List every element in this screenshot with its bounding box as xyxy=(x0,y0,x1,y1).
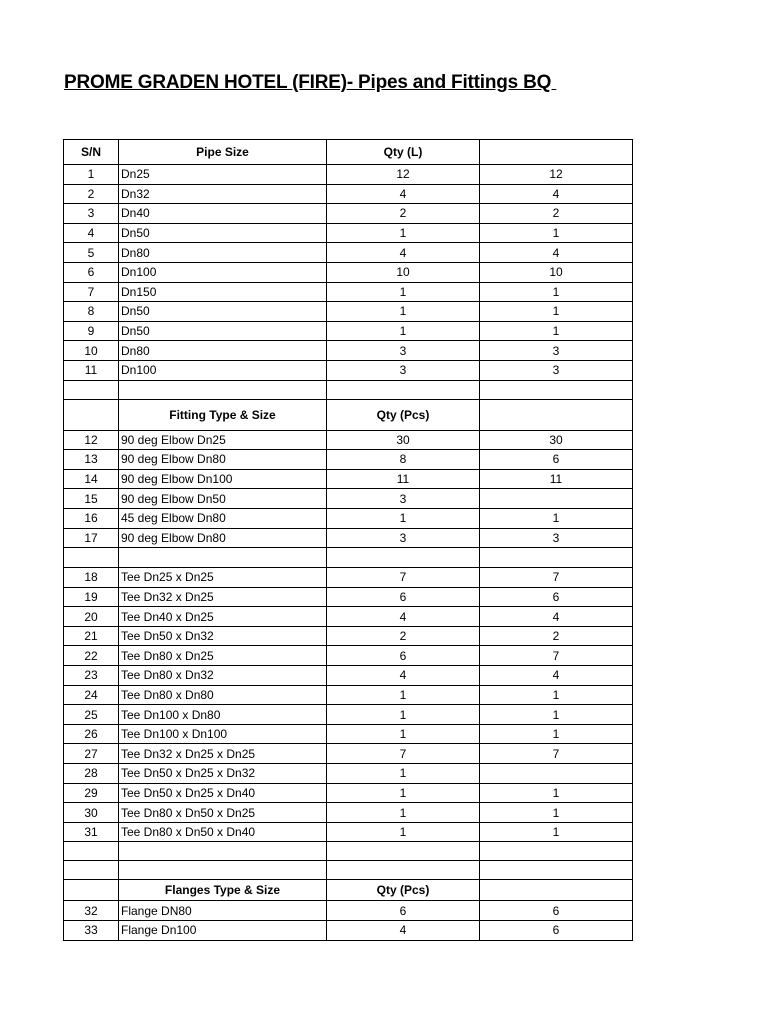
qty-cell[interactable]: 1 xyxy=(327,302,480,322)
description-cell[interactable]: Tee Dn32 x Dn25 xyxy=(119,587,327,607)
qty2-cell[interactable]: 4 xyxy=(480,607,633,627)
qty2-cell[interactable]: 6 xyxy=(480,901,633,921)
table-row xyxy=(64,489,633,509)
qty-cell[interactable]: 7 xyxy=(327,744,480,764)
description-cell[interactable]: Dn40 xyxy=(119,204,327,224)
blank-row xyxy=(64,548,633,568)
empty-cell[interactable] xyxy=(119,380,327,399)
table-row xyxy=(64,528,633,548)
qty2-cell[interactable]: 1 xyxy=(480,822,633,842)
qty2-cell[interactable]: 3 xyxy=(480,360,633,380)
sn-cell[interactable]: 1 xyxy=(64,165,119,185)
empty-cell[interactable] xyxy=(327,842,480,861)
table-row xyxy=(64,223,633,243)
empty-cell[interactable] xyxy=(327,548,480,568)
page-title: PROME GRADEN HOTEL (FIRE)- Pipes and Fittings BQ xyxy=(64,72,557,93)
table-row xyxy=(64,587,633,607)
description-cell[interactable]: Tee Dn25 x Dn25 xyxy=(119,568,327,588)
empty-cell[interactable] xyxy=(480,861,633,880)
description-cell[interactable]: Tee Dn80 x Dn50 x Dn25 xyxy=(119,803,327,823)
description-cell[interactable]: Dn25 xyxy=(119,165,327,185)
empty-cell[interactable] xyxy=(119,842,327,861)
sn-cell[interactable]: 25 xyxy=(64,705,119,725)
qty-cell[interactable]: 2 xyxy=(327,626,480,646)
table-row xyxy=(64,705,633,725)
qty-cell[interactable]: 12 xyxy=(327,165,480,185)
table-row xyxy=(64,450,633,470)
sn-cell[interactable]: 27 xyxy=(64,744,119,764)
qty-cell[interactable]: 3 xyxy=(327,360,480,380)
description-cell[interactable]: Dn32 xyxy=(119,184,327,204)
qty-cell[interactable]: 4 xyxy=(327,921,480,941)
empty-cell[interactable] xyxy=(480,380,633,399)
description-cell[interactable]: 90 deg Elbow Dn80 xyxy=(119,528,327,548)
empty-cell[interactable] xyxy=(64,399,119,430)
qty-pcs-header[interactable]: Qty (Pcs) xyxy=(327,399,480,430)
sn-cell[interactable]: 23 xyxy=(64,666,119,686)
table-row xyxy=(64,204,633,224)
qty-cell[interactable]: 6 xyxy=(327,901,480,921)
sn-cell[interactable]: 19 xyxy=(64,587,119,607)
description-cell[interactable]: Tee Dn50 x Dn25 x Dn32 xyxy=(119,764,327,784)
qty2-cell[interactable]: 6 xyxy=(480,587,633,607)
sn-cell[interactable]: 13 xyxy=(64,450,119,470)
description-cell[interactable]: 90 deg Elbow Dn100 xyxy=(119,469,327,489)
table-row xyxy=(64,744,633,764)
qty-cell[interactable]: 1 xyxy=(327,724,480,744)
qty2-cell[interactable]: 1 xyxy=(480,282,633,302)
table-row xyxy=(64,184,633,204)
description-cell[interactable]: Dn100 xyxy=(119,360,327,380)
empty-cell[interactable] xyxy=(64,842,119,861)
description-cell[interactable]: Dn50 xyxy=(119,321,327,341)
qty-cell[interactable]: 8 xyxy=(327,450,480,470)
table-row xyxy=(64,430,633,450)
blank-row xyxy=(64,380,633,399)
qty-l-header[interactable]: Qty (L) xyxy=(327,140,480,165)
qty2-cell[interactable]: 4 xyxy=(480,184,633,204)
description-cell[interactable]: Dn80 xyxy=(119,341,327,361)
table-row xyxy=(64,783,633,803)
sn-cell[interactable]: 30 xyxy=(64,803,119,823)
sn-cell[interactable]: 8 xyxy=(64,302,119,322)
qty-cell[interactable]: 4 xyxy=(327,607,480,627)
qty2-cell[interactable] xyxy=(480,489,633,509)
qty2-cell[interactable]: 1 xyxy=(480,724,633,744)
sn-cell[interactable]: 15 xyxy=(64,489,119,509)
sn-cell[interactable]: 22 xyxy=(64,646,119,666)
table-row xyxy=(64,646,633,666)
qty-cell[interactable]: 6 xyxy=(327,646,480,666)
pipe-header-row xyxy=(64,140,633,165)
sn-cell[interactable]: 29 xyxy=(64,783,119,803)
table-row xyxy=(64,360,633,380)
qty2-cell[interactable]: 3 xyxy=(480,528,633,548)
qty2-cell[interactable]: 1 xyxy=(480,321,633,341)
qty2-cell[interactable]: 7 xyxy=(480,744,633,764)
qty2-cell[interactable]: 6 xyxy=(480,450,633,470)
description-cell[interactable]: Dn100 xyxy=(119,262,327,282)
extra-header[interactable] xyxy=(480,140,633,165)
description-cell[interactable]: Tee Dn32 x Dn25 x Dn25 xyxy=(119,744,327,764)
qty2-cell[interactable] xyxy=(480,764,633,784)
table-row xyxy=(64,302,633,322)
description-cell[interactable]: Flange Dn100 xyxy=(119,921,327,941)
sn-cell[interactable]: 32 xyxy=(64,901,119,921)
table-row xyxy=(64,803,633,823)
qty-cell[interactable]: 2 xyxy=(327,204,480,224)
description-cell[interactable]: Tee Dn80 x Dn25 xyxy=(119,646,327,666)
qty-cell[interactable]: 4 xyxy=(327,243,480,263)
description-cell[interactable]: Tee Dn50 x Dn32 xyxy=(119,626,327,646)
sn-cell[interactable]: 28 xyxy=(64,764,119,784)
description-cell[interactable]: Dn50 xyxy=(119,223,327,243)
table-row xyxy=(64,626,633,646)
sn-cell[interactable]: 5 xyxy=(64,243,119,263)
qty2-cell[interactable]: 2 xyxy=(480,204,633,224)
qty-cell[interactable]: 1 xyxy=(327,705,480,725)
fittings-header-row xyxy=(64,399,633,430)
sn-cell[interactable]: 9 xyxy=(64,321,119,341)
qty2-cell[interactable]: 12 xyxy=(480,165,633,185)
qty-cell[interactable]: 1 xyxy=(327,321,480,341)
qty2-cell[interactable]: 6 xyxy=(480,921,633,941)
sn-cell[interactable]: 17 xyxy=(64,528,119,548)
qty-cell[interactable]: 1 xyxy=(327,783,480,803)
table-row xyxy=(64,568,633,588)
qty-cell[interactable]: 1 xyxy=(327,822,480,842)
table-row xyxy=(64,469,633,489)
table-row xyxy=(64,685,633,705)
qty2-cell[interactable]: 7 xyxy=(480,646,633,666)
qty2-cell[interactable]: 4 xyxy=(480,243,633,263)
sn-cell[interactable]: 33 xyxy=(64,921,119,941)
qty2-cell[interactable]: 4 xyxy=(480,666,633,686)
description-cell[interactable]: Dn150 xyxy=(119,282,327,302)
table-row xyxy=(64,341,633,361)
fitting-type-header[interactable]: Fitting Type & Size xyxy=(119,399,327,430)
qty2-cell[interactable]: 3 xyxy=(480,341,633,361)
sn-cell[interactable]: 11 xyxy=(64,360,119,380)
table-row xyxy=(64,165,633,185)
sn-cell[interactable]: 16 xyxy=(64,508,119,528)
empty-cell[interactable] xyxy=(64,880,119,901)
empty-cell[interactable] xyxy=(327,861,480,880)
description-cell[interactable]: 90 deg Elbow Dn50 xyxy=(119,489,327,509)
table-row xyxy=(64,901,633,921)
description-cell[interactable]: Tee Dn100 x Dn80 xyxy=(119,705,327,725)
qty2-cell[interactable]: 1 xyxy=(480,223,633,243)
qty2-cell[interactable]: 1 xyxy=(480,803,633,823)
description-cell[interactable]: Tee Dn40 x Dn25 xyxy=(119,607,327,627)
qty2-cell[interactable]: 30 xyxy=(480,430,633,450)
bq-table xyxy=(63,139,633,941)
empty-cell[interactable] xyxy=(480,842,633,861)
table-row xyxy=(64,262,633,282)
empty-cell[interactable] xyxy=(480,880,633,901)
description-cell[interactable]: Tee Dn80 x Dn50 x Dn40 xyxy=(119,822,327,842)
description-cell[interactable]: Tee Dn80 x Dn32 xyxy=(119,666,327,686)
qty-cell[interactable]: 1 xyxy=(327,282,480,302)
table-row xyxy=(64,508,633,528)
description-cell[interactable]: Dn50 xyxy=(119,302,327,322)
sn-cell[interactable]: 20 xyxy=(64,607,119,627)
qty2-cell[interactable]: 1 xyxy=(480,705,633,725)
qty2-cell[interactable]: 11 xyxy=(480,469,633,489)
empty-cell[interactable] xyxy=(327,380,480,399)
table-row xyxy=(64,724,633,744)
table-row xyxy=(64,321,633,341)
qty-cell[interactable]: 3 xyxy=(327,341,480,361)
sn-header[interactable]: S/N xyxy=(64,140,119,165)
flange-qty-pcs-header[interactable]: Qty (Pcs) xyxy=(327,880,480,901)
sn-cell[interactable]: 18 xyxy=(64,568,119,588)
table-row xyxy=(64,764,633,784)
qty-cell[interactable]: 3 xyxy=(327,528,480,548)
empty-cell[interactable] xyxy=(64,861,119,880)
qty-cell[interactable]: 30 xyxy=(327,430,480,450)
table-row xyxy=(64,282,633,302)
qty-cell[interactable]: 6 xyxy=(327,587,480,607)
table-row xyxy=(64,243,633,263)
empty-cell[interactable] xyxy=(480,399,633,430)
description-cell[interactable]: 90 deg Elbow Dn25 xyxy=(119,430,327,450)
empty-cell[interactable] xyxy=(119,861,327,880)
flanges-header-row xyxy=(64,880,633,901)
empty-cell[interactable] xyxy=(64,380,119,399)
sn-cell[interactable]: 14 xyxy=(64,469,119,489)
empty-cell[interactable] xyxy=(64,548,119,568)
description-cell[interactable]: Flange DN80 xyxy=(119,901,327,921)
flange-type-header[interactable]: Flanges Type & Size xyxy=(119,880,327,901)
qty2-cell[interactable]: 1 xyxy=(480,302,633,322)
qty2-cell[interactable]: 1 xyxy=(480,783,633,803)
qty-cell[interactable]: 11 xyxy=(327,469,480,489)
qty2-cell[interactable]: 1 xyxy=(480,508,633,528)
table-row xyxy=(64,822,633,842)
empty-cell[interactable] xyxy=(119,548,327,568)
qty2-cell[interactable]: 10 xyxy=(480,262,633,282)
description-cell[interactable]: Tee Dn100 x Dn100 xyxy=(119,724,327,744)
qty2-cell[interactable]: 7 xyxy=(480,568,633,588)
table-row xyxy=(64,666,633,686)
sn-cell[interactable]: 7 xyxy=(64,282,119,302)
qty-cell[interactable]: 4 xyxy=(327,666,480,686)
qty2-cell[interactable]: 2 xyxy=(480,626,633,646)
qty2-cell[interactable]: 1 xyxy=(480,685,633,705)
description-cell[interactable]: 45 deg Elbow Dn80 xyxy=(119,508,327,528)
qty-cell[interactable]: 10 xyxy=(327,262,480,282)
description-cell[interactable]: Tee Dn80 x Dn80 xyxy=(119,685,327,705)
sn-cell[interactable]: 2 xyxy=(64,184,119,204)
empty-cell[interactable] xyxy=(480,548,633,568)
sn-cell[interactable]: 24 xyxy=(64,685,119,705)
description-cell[interactable]: Dn80 xyxy=(119,243,327,263)
sn-cell[interactable]: 3 xyxy=(64,204,119,224)
qty-cell[interactable]: 1 xyxy=(327,803,480,823)
sn-cell[interactable]: 6 xyxy=(64,262,119,282)
table-row xyxy=(64,607,633,627)
qty-cell[interactable]: 1 xyxy=(327,508,480,528)
qty-cell[interactable]: 3 xyxy=(327,489,480,509)
pipe-size-header[interactable]: Pipe Size xyxy=(119,140,327,165)
qty-cell[interactable]: 7 xyxy=(327,568,480,588)
qty-cell[interactable]: 1 xyxy=(327,223,480,243)
qty-cell[interactable]: 4 xyxy=(327,184,480,204)
description-cell[interactable]: Tee Dn50 x Dn25 x Dn40 xyxy=(119,783,327,803)
qty-cell[interactable]: 1 xyxy=(327,764,480,784)
table-row xyxy=(64,921,633,941)
sn-cell[interactable]: 10 xyxy=(64,341,119,361)
blank-row xyxy=(64,842,633,861)
sn-cell[interactable]: 4 xyxy=(64,223,119,243)
qty-cell[interactable]: 1 xyxy=(327,685,480,705)
description-cell[interactable]: 90 deg Elbow Dn80 xyxy=(119,450,327,470)
blank-row xyxy=(64,861,633,880)
sn-cell[interactable]: 26 xyxy=(64,724,119,744)
sn-cell[interactable]: 31 xyxy=(64,822,119,842)
sn-cell[interactable]: 21 xyxy=(64,626,119,646)
sn-cell[interactable]: 12 xyxy=(64,430,119,450)
